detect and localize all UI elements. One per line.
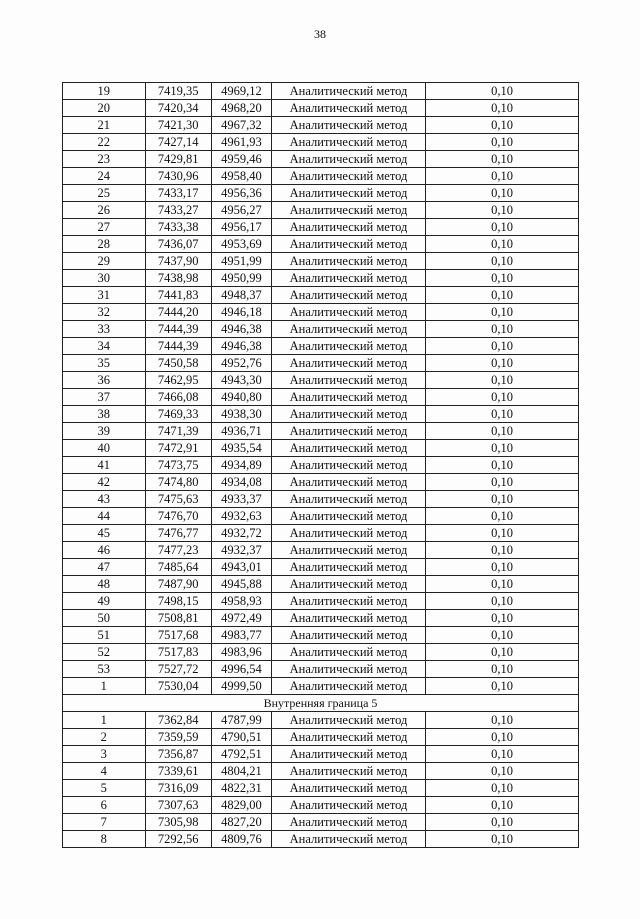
error-cell: 0,10 [426, 525, 579, 542]
point-number-cell: 7 [63, 814, 146, 831]
x-coordinate-cell: 7476,77 [145, 525, 211, 542]
y-coordinate-cell: 4938,30 [211, 406, 271, 423]
x-coordinate-cell: 7472,91 [145, 440, 211, 457]
table-row [63, 661, 579, 678]
table-row [63, 593, 579, 610]
x-coordinate-cell: 7438,98 [145, 270, 211, 287]
point-number-cell: 30 [63, 270, 146, 287]
error-cell: 0,10 [426, 559, 579, 576]
x-coordinate-cell: 7305,98 [145, 814, 211, 831]
error-cell: 0,10 [426, 780, 579, 797]
method-cell: Аналитический метод [272, 253, 426, 270]
table-row [63, 304, 579, 321]
y-coordinate-cell: 4983,77 [211, 627, 271, 644]
error-cell: 0,10 [426, 236, 579, 253]
error-cell: 0,10 [426, 593, 579, 610]
method-cell: Аналитический метод [272, 338, 426, 355]
table-row [63, 831, 579, 848]
point-number-cell: 46 [63, 542, 146, 559]
y-coordinate-cell: 4953,69 [211, 236, 271, 253]
x-coordinate-cell: 7307,63 [145, 797, 211, 814]
y-coordinate-cell: 4952,76 [211, 355, 271, 372]
table-row [63, 576, 579, 593]
method-cell: Аналитический метод [272, 491, 426, 508]
coordinates-table [62, 82, 579, 848]
method-cell: Аналитический метод [272, 83, 426, 100]
table-row [63, 729, 579, 746]
point-number-cell: 50 [63, 610, 146, 627]
error-cell: 0,10 [426, 168, 579, 185]
x-coordinate-cell: 7485,64 [145, 559, 211, 576]
point-number-cell: 39 [63, 423, 146, 440]
y-coordinate-cell: 4959,46 [211, 151, 271, 168]
x-coordinate-cell: 7471,39 [145, 423, 211, 440]
error-cell: 0,10 [426, 134, 579, 151]
method-cell: Аналитический метод [272, 780, 426, 797]
error-cell: 0,10 [426, 304, 579, 321]
y-coordinate-cell: 4956,36 [211, 185, 271, 202]
table-row [63, 457, 579, 474]
x-coordinate-cell: 7444,39 [145, 321, 211, 338]
method-cell: Аналитический метод [272, 117, 426, 134]
x-coordinate-cell: 7433,17 [145, 185, 211, 202]
x-coordinate-cell: 7436,07 [145, 236, 211, 253]
y-coordinate-cell: 4969,12 [211, 83, 271, 100]
method-cell: Аналитический метод [272, 372, 426, 389]
table-row [63, 746, 579, 763]
method-cell: Аналитический метод [272, 474, 426, 491]
error-cell: 0,10 [426, 83, 579, 100]
x-coordinate-cell: 7362,84 [145, 712, 211, 729]
method-cell: Аналитический метод [272, 746, 426, 763]
table-row [63, 525, 579, 542]
table-row [63, 151, 579, 168]
point-number-cell: 3 [63, 746, 146, 763]
method-cell: Аналитический метод [272, 831, 426, 848]
table-row [63, 338, 579, 355]
x-coordinate-cell: 7487,90 [145, 576, 211, 593]
method-cell: Аналитический метод [272, 508, 426, 525]
method-cell: Аналитический метод [272, 525, 426, 542]
error-cell: 0,10 [426, 831, 579, 848]
x-coordinate-cell: 7476,70 [145, 508, 211, 525]
method-cell: Аналитический метод [272, 236, 426, 253]
table-row [63, 559, 579, 576]
method-cell: Аналитический метод [272, 576, 426, 593]
table-row [63, 406, 579, 423]
method-cell: Аналитический метод [272, 100, 426, 117]
x-coordinate-cell: 7433,27 [145, 202, 211, 219]
table-row [63, 491, 579, 508]
y-coordinate-cell: 4829,00 [211, 797, 271, 814]
y-coordinate-cell: 4932,72 [211, 525, 271, 542]
point-number-cell: 19 [63, 83, 146, 100]
y-coordinate-cell: 4932,37 [211, 542, 271, 559]
error-cell: 0,10 [426, 151, 579, 168]
x-coordinate-cell: 7466,08 [145, 389, 211, 406]
y-coordinate-cell: 4827,20 [211, 814, 271, 831]
point-number-cell: 43 [63, 491, 146, 508]
x-coordinate-cell: 7444,39 [145, 338, 211, 355]
table-row [63, 423, 579, 440]
method-cell: Аналитический метод [272, 814, 426, 831]
point-number-cell: 40 [63, 440, 146, 457]
error-cell: 0,10 [426, 542, 579, 559]
y-coordinate-cell: 4934,08 [211, 474, 271, 491]
y-coordinate-cell: 4787,99 [211, 712, 271, 729]
error-cell: 0,10 [426, 338, 579, 355]
x-coordinate-cell: 7517,83 [145, 644, 211, 661]
error-cell: 0,10 [426, 117, 579, 134]
error-cell: 0,10 [426, 474, 579, 491]
x-coordinate-cell: 7444,20 [145, 304, 211, 321]
error-cell: 0,10 [426, 610, 579, 627]
x-coordinate-cell: 7356,87 [145, 746, 211, 763]
x-coordinate-cell: 7474,80 [145, 474, 211, 491]
y-coordinate-cell: 4967,32 [211, 117, 271, 134]
y-coordinate-cell: 4790,51 [211, 729, 271, 746]
y-coordinate-cell: 4946,38 [211, 338, 271, 355]
y-coordinate-cell: 4804,21 [211, 763, 271, 780]
error-cell: 0,10 [426, 763, 579, 780]
error-cell: 0,10 [426, 729, 579, 746]
error-cell: 0,10 [426, 355, 579, 372]
table-row [63, 678, 579, 695]
error-cell: 0,10 [426, 270, 579, 287]
method-cell: Аналитический метод [272, 661, 426, 678]
method-cell: Аналитический метод [272, 321, 426, 338]
method-cell: Аналитический метод [272, 270, 426, 287]
point-number-cell: 42 [63, 474, 146, 491]
method-cell: Аналитический метод [272, 729, 426, 746]
x-coordinate-cell: 7517,68 [145, 627, 211, 644]
point-number-cell: 45 [63, 525, 146, 542]
table-row [63, 389, 579, 406]
method-cell: Аналитический метод [272, 763, 426, 780]
table-row [63, 134, 579, 151]
point-number-cell: 6 [63, 797, 146, 814]
y-coordinate-cell: 4950,99 [211, 270, 271, 287]
point-number-cell: 48 [63, 576, 146, 593]
point-number-cell: 27 [63, 219, 146, 236]
error-cell: 0,10 [426, 644, 579, 661]
x-coordinate-cell: 7450,58 [145, 355, 211, 372]
method-cell: Аналитический метод [272, 627, 426, 644]
error-cell: 0,10 [426, 321, 579, 338]
point-number-cell: 51 [63, 627, 146, 644]
table-row [63, 355, 579, 372]
y-coordinate-cell: 4935,54 [211, 440, 271, 457]
method-cell: Аналитический метод [272, 542, 426, 559]
table-row [63, 644, 579, 661]
y-coordinate-cell: 4932,63 [211, 508, 271, 525]
method-cell: Аналитический метод [272, 185, 426, 202]
y-coordinate-cell: 4996,54 [211, 661, 271, 678]
y-coordinate-cell: 4822,31 [211, 780, 271, 797]
point-number-cell: 35 [63, 355, 146, 372]
error-cell: 0,10 [426, 627, 579, 644]
method-cell: Аналитический метод [272, 797, 426, 814]
table-row [63, 236, 579, 253]
method-cell: Аналитический метод [272, 712, 426, 729]
method-cell: Аналитический метод [272, 457, 426, 474]
x-coordinate-cell: 7469,33 [145, 406, 211, 423]
point-number-cell: 38 [63, 406, 146, 423]
y-coordinate-cell: 4933,37 [211, 491, 271, 508]
y-coordinate-cell: 4946,18 [211, 304, 271, 321]
point-number-cell: 36 [63, 372, 146, 389]
y-coordinate-cell: 4809,76 [211, 831, 271, 848]
point-number-cell: 44 [63, 508, 146, 525]
y-coordinate-cell: 4958,93 [211, 593, 271, 610]
x-coordinate-cell: 7508,81 [145, 610, 211, 627]
table-row [63, 202, 579, 219]
table-row [63, 185, 579, 202]
table-row [63, 168, 579, 185]
error-cell: 0,10 [426, 712, 579, 729]
x-coordinate-cell: 7527,72 [145, 661, 211, 678]
error-cell: 0,10 [426, 661, 579, 678]
method-cell: Аналитический метод [272, 202, 426, 219]
method-cell: Аналитический метод [272, 287, 426, 304]
error-cell: 0,10 [426, 576, 579, 593]
point-number-cell: 21 [63, 117, 146, 134]
method-cell: Аналитический метод [272, 559, 426, 576]
y-coordinate-cell: 4945,88 [211, 576, 271, 593]
point-number-cell: 2 [63, 729, 146, 746]
y-coordinate-cell: 4972,49 [211, 610, 271, 627]
table-row [63, 83, 579, 100]
point-number-cell: 41 [63, 457, 146, 474]
point-number-cell: 33 [63, 321, 146, 338]
method-cell: Аналитический метод [272, 151, 426, 168]
method-cell: Аналитический метод [272, 610, 426, 627]
point-number-cell: 31 [63, 287, 146, 304]
x-coordinate-cell: 7339,61 [145, 763, 211, 780]
x-coordinate-cell: 7433,38 [145, 219, 211, 236]
y-coordinate-cell: 4968,20 [211, 100, 271, 117]
method-cell: Аналитический метод [272, 423, 426, 440]
x-coordinate-cell: 7462,95 [145, 372, 211, 389]
x-coordinate-cell: 7530,04 [145, 678, 211, 695]
error-cell: 0,10 [426, 100, 579, 117]
table-row [63, 440, 579, 457]
x-coordinate-cell: 7477,23 [145, 542, 211, 559]
error-cell: 0,10 [426, 746, 579, 763]
error-cell: 0,10 [426, 491, 579, 508]
y-coordinate-cell: 4946,38 [211, 321, 271, 338]
point-number-cell: 53 [63, 661, 146, 678]
method-cell: Аналитический метод [272, 678, 426, 695]
error-cell: 0,10 [426, 406, 579, 423]
y-coordinate-cell: 4958,40 [211, 168, 271, 185]
point-number-cell: 20 [63, 100, 146, 117]
point-number-cell: 22 [63, 134, 146, 151]
point-number-cell: 26 [63, 202, 146, 219]
method-cell: Аналитический метод [272, 389, 426, 406]
x-coordinate-cell: 7437,90 [145, 253, 211, 270]
error-cell: 0,10 [426, 440, 579, 457]
error-cell: 0,10 [426, 219, 579, 236]
y-coordinate-cell: 4951,99 [211, 253, 271, 270]
x-coordinate-cell: 7473,75 [145, 457, 211, 474]
error-cell: 0,10 [426, 202, 579, 219]
table-row [63, 253, 579, 270]
table-row [63, 814, 579, 831]
x-coordinate-cell: 7475,63 [145, 491, 211, 508]
point-number-cell: 28 [63, 236, 146, 253]
x-coordinate-cell: 7316,09 [145, 780, 211, 797]
table-row [63, 287, 579, 304]
table-row [63, 508, 579, 525]
table-row [63, 219, 579, 236]
method-cell: Аналитический метод [272, 355, 426, 372]
point-number-cell: 47 [63, 559, 146, 576]
y-coordinate-cell: 4948,37 [211, 287, 271, 304]
point-number-cell: 5 [63, 780, 146, 797]
y-coordinate-cell: 4943,01 [211, 559, 271, 576]
table-row [63, 712, 579, 729]
table-row [63, 100, 579, 117]
table-row [63, 780, 579, 797]
method-cell: Аналитический метод [272, 219, 426, 236]
page-number: 38 [314, 27, 326, 41]
y-coordinate-cell: 4936,71 [211, 423, 271, 440]
error-cell: 0,10 [426, 287, 579, 304]
coordinates-table-body [63, 83, 579, 848]
error-cell: 0,10 [426, 253, 579, 270]
error-cell: 0,10 [426, 389, 579, 406]
point-number-cell: 25 [63, 185, 146, 202]
x-coordinate-cell: 7441,83 [145, 287, 211, 304]
y-coordinate-cell: 4943,30 [211, 372, 271, 389]
error-cell: 0,10 [426, 797, 579, 814]
point-number-cell: 4 [63, 763, 146, 780]
x-coordinate-cell: 7419,35 [145, 83, 211, 100]
method-cell: Аналитический метод [272, 304, 426, 321]
method-cell: Аналитический метод [272, 593, 426, 610]
method-cell: Аналитический метод [272, 440, 426, 457]
error-cell: 0,10 [426, 457, 579, 474]
method-cell: Аналитический метод [272, 134, 426, 151]
table-row [63, 542, 579, 559]
section-heading-row [63, 695, 579, 712]
point-number-cell: 1 [63, 678, 146, 695]
x-coordinate-cell: 7498,15 [145, 593, 211, 610]
error-cell: 0,10 [426, 423, 579, 440]
y-coordinate-cell: 4934,89 [211, 457, 271, 474]
point-number-cell: 49 [63, 593, 146, 610]
y-coordinate-cell: 4999,50 [211, 678, 271, 695]
x-coordinate-cell: 7427,14 [145, 134, 211, 151]
method-cell: Аналитический метод [272, 406, 426, 423]
x-coordinate-cell: 7359,59 [145, 729, 211, 746]
y-coordinate-cell: 4956,17 [211, 219, 271, 236]
error-cell: 0,10 [426, 372, 579, 389]
error-cell: 0,10 [426, 678, 579, 695]
y-coordinate-cell: 4792,51 [211, 746, 271, 763]
point-number-cell: 1 [63, 712, 146, 729]
point-number-cell: 23 [63, 151, 146, 168]
table-row [63, 627, 579, 644]
table-row [63, 117, 579, 134]
table-row [63, 321, 579, 338]
point-number-cell: 32 [63, 304, 146, 321]
x-coordinate-cell: 7420,34 [145, 100, 211, 117]
table-row [63, 372, 579, 389]
method-cell: Аналитический метод [272, 644, 426, 661]
x-coordinate-cell: 7421,30 [145, 117, 211, 134]
y-coordinate-cell: 4956,27 [211, 202, 271, 219]
point-number-cell: 8 [63, 831, 146, 848]
x-coordinate-cell: 7292,56 [145, 831, 211, 848]
point-number-cell: 34 [63, 338, 146, 355]
x-coordinate-cell: 7429,81 [145, 151, 211, 168]
y-coordinate-cell: 4940,80 [211, 389, 271, 406]
point-number-cell: 24 [63, 168, 146, 185]
error-cell: 0,10 [426, 185, 579, 202]
x-coordinate-cell: 7430,96 [145, 168, 211, 185]
table-row [63, 270, 579, 287]
table-row [63, 610, 579, 627]
error-cell: 0,10 [426, 508, 579, 525]
y-coordinate-cell: 4983,96 [211, 644, 271, 661]
point-number-cell: 37 [63, 389, 146, 406]
table-row [63, 474, 579, 491]
table-row [63, 763, 579, 780]
method-cell: Аналитический метод [272, 168, 426, 185]
point-number-cell: 29 [63, 253, 146, 270]
section-heading: Внутренняя граница 5 [63, 695, 579, 712]
error-cell: 0,10 [426, 814, 579, 831]
table-row [63, 797, 579, 814]
y-coordinate-cell: 4961,93 [211, 134, 271, 151]
point-number-cell: 52 [63, 644, 146, 661]
